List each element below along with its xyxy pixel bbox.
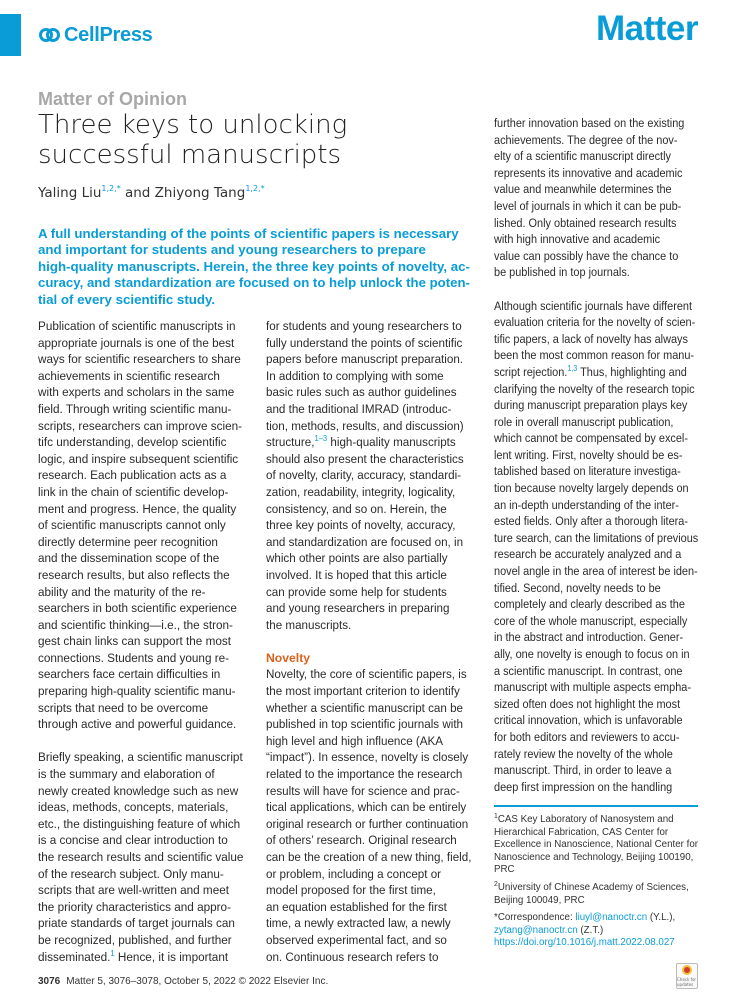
- reference-citation[interactable]: 1,3: [567, 363, 578, 373]
- text-line: tific papers, a lack of novelty has always: [494, 331, 688, 346]
- page-footer: [38, 976, 328, 987]
- text-line: and scientific thinking—i.e., the stron-: [38, 617, 233, 632]
- abstract-line: tial of every scientific study.: [38, 291, 216, 307]
- affiliation-line: Beijing 100049, PRC: [494, 894, 585, 906]
- text-line: link in the chain of scientific develop-: [38, 484, 229, 499]
- affiliation-line: Nanoscience and Technology, Beijing 100190,: [494, 851, 694, 863]
- text-line: can be the creation of a new thing, field,: [266, 850, 472, 864]
- text-line: core of the whole manuscript, especially: [494, 613, 688, 628]
- text-line: three key points of novelty, accuracy,: [266, 518, 456, 533]
- text-line: clarifying the novelty of the research topic: [494, 381, 695, 396]
- email-link[interactable]: zytang@nanoctr.cn: [494, 924, 578, 936]
- text-line: is the summary and elaboration of: [38, 767, 215, 782]
- text-line: high level and high influence (AKA: [266, 733, 444, 748]
- text-line: of the research subject. Only manu-: [38, 866, 224, 881]
- reference-citation[interactable]: 1–3: [314, 434, 328, 444]
- abstract-line: curacy, and standardization are focused on to help unlock the poten-: [38, 275, 470, 291]
- text-line: on. Continuous research refers to: [266, 949, 439, 964]
- text-line: the research results and scientific value: [38, 850, 244, 864]
- text-line: manuscript. Third, in order to leave a: [494, 763, 672, 778]
- article-title: [38, 110, 347, 170]
- text-line: priate standards of target journals can: [38, 916, 235, 931]
- text-line: ways for scientific researchers to share: [38, 352, 241, 367]
- text-line: ability and the maturity of the re-: [38, 584, 206, 599]
- affiliation-line: Excellence in Nanoscience, National Center for: [494, 839, 698, 851]
- text-line: preparing high-quality scientific manu-: [38, 684, 236, 699]
- abstract-line: and important for students and young researchers to prepare: [38, 242, 426, 258]
- text-line: which cannot be compensated by excel-: [494, 431, 688, 446]
- text-line: during manuscript preparation plays key: [494, 398, 688, 413]
- journal-name[interactable]: Matter: [595, 9, 698, 48]
- text-line: an equation established for the first: [266, 899, 447, 914]
- text-line: further innovation based on the existing: [494, 116, 685, 130]
- text-line: structure,$^{1-3}$ high-quality manuscripts: [266, 434, 456, 450]
- text-line: critical innovation, which is unfavorable: [494, 713, 683, 728]
- text-line: and standardization are focused on, in: [266, 534, 464, 549]
- text-line: related to the importance the research: [266, 767, 463, 782]
- text-line: tical applications, which can be entirely: [266, 800, 467, 815]
- text-line: through active and powerful guidance.: [38, 717, 237, 732]
- text-line: ally, one novelty is enough to focus on in: [494, 647, 690, 661]
- doi-link[interactable]: https://doi.org/10.1016/j.matt.2022.08.027: [494, 937, 675, 949]
- text-line: tablished based on literature investiga-: [494, 464, 681, 479]
- text-line: original research or further continuation: [266, 816, 469, 831]
- check-for-updates-icon: [682, 965, 692, 975]
- reference-citation[interactable]: 1: [110, 948, 115, 958]
- text-line: time, a newly extracted law, a newly: [266, 916, 451, 931]
- text-line: of scientific manuscripts cannot only: [38, 518, 226, 533]
- text-line: published in top scientific journals with: [266, 717, 464, 732]
- text-line: observed experimental fact, and so: [266, 932, 447, 947]
- text-line: research results, but also reflects the: [38, 567, 230, 582]
- text-line: achievements in scientific research: [38, 368, 220, 383]
- text-line: level of journals in which it can be pub-: [494, 198, 682, 213]
- author-affiliation-mark[interactable]: 1,2,*: [101, 184, 121, 193]
- text-line: the priority characteristics and appro-: [38, 899, 231, 914]
- text-line: ment and progress. Hence, the quality: [38, 501, 237, 516]
- footnote-divider: [494, 805, 698, 807]
- text-line: script rejection.$^{1,3}$ Thus, highlighting and: [494, 363, 687, 379]
- text-line: be recognized, published, and further: [38, 932, 232, 947]
- text-line: with experts and scholars in the same: [38, 385, 235, 400]
- text-line: role in overall manuscript publication,: [494, 414, 674, 429]
- text-line: the manuscripts.: [266, 617, 352, 632]
- text-line: the most important criterion to identify: [266, 684, 460, 699]
- text-line: tion because novelty largely depends on: [494, 481, 689, 496]
- text-line: In addition to complying with some: [266, 368, 444, 383]
- text-line: completely and clearly described as the: [494, 597, 685, 612]
- text-line: scripts that are well-written and meet: [38, 883, 230, 898]
- text-line: and the traditional IMRAD (introduc-: [266, 401, 452, 416]
- correspondence-line: *Correspondence: liuyl@nanoctr.cn (Y.L.),: [494, 912, 676, 924]
- text-line: be published in top journals.: [494, 265, 630, 280]
- affiliation-line: PRC: [494, 864, 515, 876]
- author-affiliation-mark[interactable]: 1,2,*: [245, 184, 265, 193]
- title-line: successful manuscripts: [38, 140, 342, 170]
- text-line: and the dissemination scope of the: [38, 551, 220, 566]
- abstract-line: high-quality manuscripts. Herein, the three key points of novelty, ac-: [38, 258, 470, 274]
- text-line: should also present the characteristics: [266, 451, 464, 466]
- article-type: Matter of Opinion: [38, 89, 187, 109]
- text-line: scripts, researchers can improve scien-: [38, 418, 243, 433]
- text-line: whether a scientific manuscript can be: [266, 700, 464, 715]
- affiliation-line: $^1$CAS Key Laboratory of Nanosystem and: [494, 813, 674, 825]
- text-line: ested fields. Only after a thorough litera-: [494, 514, 688, 529]
- author-conjunction: and: [120, 185, 155, 201]
- text-line: of novelty, clarity, accuracy, standardi-: [266, 468, 462, 483]
- abstract: [38, 226, 470, 308]
- text-line: of others’ research. Original research: [266, 833, 457, 848]
- text-line: tified. Second, novelty needs to be: [494, 580, 661, 595]
- affiliation-line: Hierarchical Fabrication, CAS Center for: [494, 826, 669, 838]
- check-for-updates-badge[interactable]: [676, 963, 698, 989]
- text-line: disseminated.$^1$ Hence, it is important: [38, 948, 229, 964]
- text-line: searchers face certain difficulties in: [38, 667, 221, 682]
- text-line: can provide some help for students: [266, 584, 447, 599]
- text-line: rately review the novelty of the whole: [494, 746, 673, 761]
- text-line: field. Through writing scientific manu-: [38, 401, 232, 416]
- text-line: and young researchers in preparing: [266, 601, 450, 616]
- author-name[interactable]: Yaling Liu: [38, 185, 102, 201]
- text-line: tion, methods, results, and discussion): [266, 418, 464, 433]
- text-line: gest chain links can support the most: [38, 634, 231, 649]
- text-line: for both editors and reviewers to accu-: [494, 729, 680, 744]
- text-line: ideas, methods, concepts, materials,: [38, 800, 229, 815]
- cellpress-logo-icon: [38, 24, 60, 46]
- text-line: Although scientific journals have different: [494, 298, 693, 313]
- text-line: lent writing. First, novelty should be es-: [494, 447, 683, 462]
- text-line: in the abstract and introduction. Gener-: [494, 630, 684, 645]
- text-line: an in-depth understanding of the inter-: [494, 497, 679, 512]
- text-line: “impact”). In essence, novelty is closely: [266, 750, 469, 765]
- text-line: which other points are also partially: [266, 551, 448, 566]
- text-line: a scientific manuscript. In contrast, one: [494, 663, 683, 678]
- text-line: ture search, can the limitations of previous: [494, 530, 699, 545]
- text-line: with high innovative and academic: [494, 232, 661, 247]
- text-line: value and meanwhile determines the: [494, 182, 672, 197]
- accent-bar: [0, 14, 21, 56]
- text-line: Briefly speaking, a scientific manuscript: [38, 750, 243, 765]
- badge-label: Check for updates: [677, 977, 697, 987]
- text-line: appropriate journals is one of the best: [38, 335, 235, 350]
- text-line: papers before manuscript preparation.: [266, 352, 464, 367]
- text-line: searchers in both scientific experience: [38, 601, 237, 616]
- text-line: is a concise and clear introduction to: [38, 833, 228, 848]
- text-line: achievements. The degree of the nov-: [494, 132, 678, 147]
- email-link[interactable]: liuyl@nanoctr.cn: [575, 912, 648, 924]
- text-line: zation, readability, integrity, logicality,: [266, 484, 456, 499]
- text-line: or problem, including a concept or: [266, 866, 442, 881]
- text-line: value can possibly have the chance to: [494, 248, 679, 263]
- text-line: lished. Only obtained research results: [494, 215, 677, 230]
- text-line: model proposed for the first time,: [266, 883, 436, 898]
- text-line: research. Each publication acts as a: [38, 468, 227, 483]
- body-column-1: [38, 318, 251, 965]
- citation-line: Matter 5, 3076–3078, October 5, 2022 © 2022 Elsevier Inc.: [66, 976, 329, 987]
- text-line: research be accurately analyzed and a: [494, 547, 682, 562]
- text-line: results will have for science and prac-: [266, 783, 460, 798]
- text-line: novel angle in the area of interest be iden-: [494, 564, 698, 579]
- publisher-name: CellPress: [64, 23, 153, 46]
- text-line: elty of a scientific manuscript directly: [494, 149, 671, 164]
- text-line: Publication of scientific manuscripts in: [38, 319, 236, 333]
- author-name[interactable]: Zhiyong Tang: [154, 185, 246, 201]
- text-line: tifc understanding, develop scientific: [38, 435, 227, 450]
- publisher-logo[interactable]: [38, 20, 152, 50]
- text-line: fully understand the points of scientific: [266, 335, 463, 350]
- text-line: consistency, and so on. Herein, the: [266, 501, 447, 516]
- body-column-3: [494, 115, 722, 795]
- body-column-2: [266, 318, 481, 965]
- text-line: involved. It is hoped that this article: [266, 567, 447, 582]
- text-line: basic rules such as author guidelines: [266, 385, 457, 400]
- text-line: represents its innovative and academic: [494, 165, 683, 180]
- text-line: scripts that need to be overcome: [38, 700, 209, 715]
- text-line: directly determine peer recognition: [38, 534, 218, 549]
- text-line: Novelty, the core of scientific papers, is: [266, 667, 467, 682]
- text-line: etc., the distinguishing feature of which: [38, 816, 241, 831]
- text-line: been the most common reason for manu-: [494, 348, 695, 363]
- correspondence-line: zytang@nanoctr.cn (Z.T.): [494, 924, 604, 936]
- text-line: connections. Students and young re-: [38, 650, 230, 665]
- text-line: deep first impression on the handling: [494, 779, 673, 794]
- text-line: newly created knowledge such as new: [38, 783, 239, 798]
- abstract-line: A full understanding of the points of scientific papers is necessary: [38, 226, 459, 241]
- affiliation-line: $^2$University of Chinese Academy of Sciences,: [494, 880, 689, 893]
- author-list: [38, 184, 265, 201]
- text-line: manuscript with multiple aspects empha-: [494, 680, 691, 695]
- section-heading: Novelty: [266, 650, 311, 665]
- text-line: logic, and inspire subsequent scientific: [38, 451, 239, 466]
- text-line: sized often does not highlight the most: [494, 696, 681, 711]
- page-number: 3076: [38, 976, 61, 987]
- footnotes: [494, 814, 703, 950]
- title-line: Three keys to unlocking: [38, 110, 348, 140]
- text-line: for students and young researchers to: [266, 319, 462, 333]
- text-line: evaluation criteria for the novelty of scien-: [494, 315, 696, 330]
